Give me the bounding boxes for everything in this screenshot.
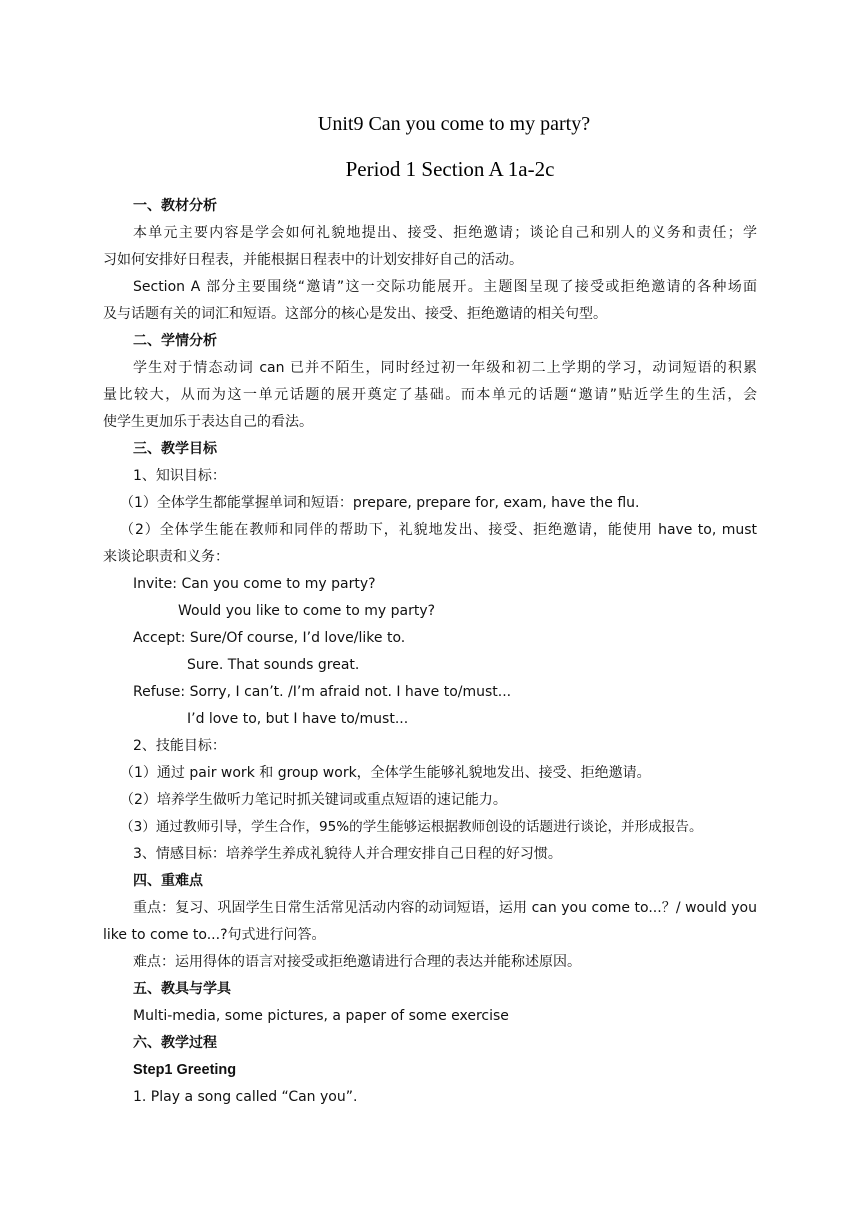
doc-title: Unit9 Can you come to my party? <box>317 113 591 135</box>
paragraph-line: 量比较大，从而为这一单元话题的展开奠定了基础。而本单元的话题“邀请”贴近学生的生活，会 <box>103 387 757 403</box>
paragraph-line: 重点：复习、巩固学生日常生活常见活动内容的动词短语，运用 can you come to...？/ would you <box>133 900 757 916</box>
paragraph-line: 及与话题有关的词汇和短语。这部分的核心是发出、接受、拒绝邀请的相关句型。 <box>103 306 607 322</box>
list-item: （1）全体学生都能掌握单词和短语：prepare, prepare for, exam, have the flu. <box>120 495 640 511</box>
sentence-pattern-invite: Would you like to come to my party? <box>178 603 436 619</box>
subheading-emotional-goals: 3、情感目标：培养学生养成礼貌待人并合理安排自己日程的好习惯。 <box>133 846 562 862</box>
sentence-pattern-refuse: Refuse: Sorry, I can’t. /I’m afraid not. I have to/must... <box>133 684 512 700</box>
paragraph-line: like to come to...?句式进行问答。 <box>103 927 326 943</box>
paragraph-line: 难点：运用得体的语言对接受或拒绝邀请进行合理的表达并能称述原因。 <box>133 954 581 970</box>
section-heading-key-points: 四、重难点 <box>133 873 203 889</box>
section-heading-teaching-process: 六、教学过程 <box>133 1035 217 1051</box>
subheading-knowledge-goals: 1、知识目标： <box>133 468 226 484</box>
subheading-skill-goals: 2、技能目标： <box>133 738 226 754</box>
paragraph-line: 习如何安排好日程表，并能根据日程表中的计划安排好自己的活动。 <box>103 252 523 268</box>
paragraph-line: 使学生更加乐于表达自己的看法。 <box>103 414 313 430</box>
step-heading: Step1 Greeting <box>133 1062 237 1078</box>
section-heading-textbook-analysis: 一、教材分析 <box>133 198 217 214</box>
paragraph-line: 学生对于情态动词 can 已并不陌生，同时经过初一年级和初二上学期的学习，动词短语的积累 <box>133 360 757 376</box>
sentence-pattern-accept: Sure. That sounds great. <box>187 657 360 673</box>
sentence-pattern-invite: Invite: Can you come to my party? <box>133 576 376 592</box>
sentence-pattern-refuse: I’d love to, but I have to/must... <box>187 711 409 727</box>
list-item: （2）培养学生做听力笔记时抓关键词或重点短语的速记能力。 <box>120 792 507 808</box>
section-heading-teaching-aids: 五、教具与学具 <box>133 981 231 997</box>
sentence-pattern-accept: Accept: Sure/Of course, I’d love/like to. <box>133 630 406 646</box>
list-item: 1. Play a song called “Can you”. <box>133 1089 358 1105</box>
list-item: （2）全体学生能在教师和同伴的帮助下，礼貌地发出、接受、拒绝邀请，能使用 have to, must <box>120 522 757 538</box>
paragraph-line: Section A 部分主要围绕“邀请”这一交际功能展开。主题图呈现了接受或拒绝邀请的各种场面 <box>133 279 757 295</box>
list-item: （3）通过教师引导，学生合作，95%的学生能够运根据教师创设的话题进行谈论，并形成报告。 <box>120 819 703 835</box>
section-heading-teaching-goals: 三、教学目标 <box>133 441 217 457</box>
paragraph-line: 来谈论职责和义务： <box>103 549 229 565</box>
paragraph-line: 本单元主要内容是学会如何礼貌地提出、接受、拒绝邀请；谈论自己和别人的义务和责任；学 <box>133 225 757 241</box>
section-heading-student-analysis: 二、学情分析 <box>133 333 217 349</box>
paragraph-line: Multi-media, some pictures, a paper of some exercise <box>133 1008 509 1024</box>
list-item: （1）通过 pair work 和 group work，全体学生能够礼貌地发出、接受、拒绝邀请。 <box>120 765 651 781</box>
doc-subtitle: Period 1 Section A 1a-2c <box>345 157 555 181</box>
